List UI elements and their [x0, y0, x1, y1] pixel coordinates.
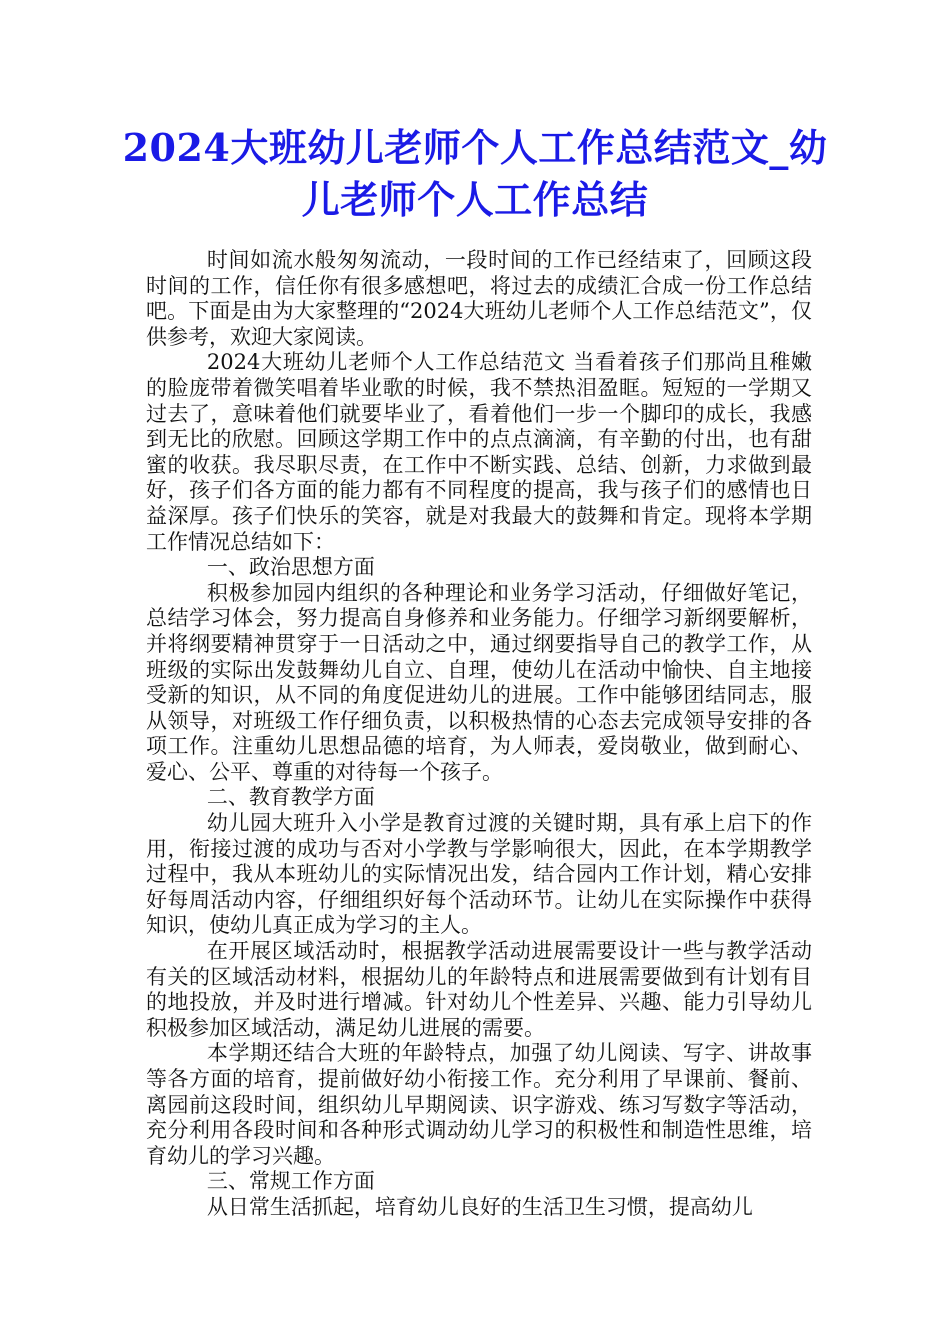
intro-paragraph: 时间如流水般匆匆流动，一段时间的工作已经结束了，回顾这段时间的工作，信任你有很多感想吧，将过去的成绩汇合成一份工作总结吧。下面是由为大家整理的“2024大班幼儿老师个人工作总结范文”，仅供参考，欢迎大家阅读。	[146, 248, 812, 349]
document-title: 2024大班幼儿老师个人工作总结范文_幼儿老师个人工作总结	[122, 125, 828, 222]
body-paragraph: 从日常生活抓起，培育幼儿良好的生活卫生习惯，提高幼儿	[206, 1194, 753, 1219]
section-heading: 一、政治思想方面	[206, 555, 375, 580]
document-body	[146, 248, 812, 1221]
body-paragraph: 幼儿园大班升入小学是教育过渡的关键时期，具有承上启下的作用，衔接过渡的成功与否对小学教与学影响很大，因此，在本学期教学过程中，我从本班幼儿的实际情况出发，结合园内工作计划，精心安排好每周活动内容，仔细组织好每个活动环节。让幼儿在实际操作中获得知识，使幼儿真正成为学习的主人。	[146, 811, 812, 938]
body-paragraph: 积极参加园内组织的各种理论和业务学习活动，仔细做好笔记，总结学习体会，努力提高自身修养和业务能力。仔细学习新纲要解析，并将纲要精神贯穿于一日活动之中，通过纲要指导自己的教学工作，从班级的实际出发鼓舞幼儿自立、自理，使幼儿在活动中愉快、自主地接受新的知识，从不同的角度促进幼儿的进展。工作中能够团结同志，服从领导，对班级工作仔细负责，以积极热情的心态去完成领导安排的各项工作。注重幼儿思想品德的培育，为人师表，爱岗敬业，做到耐心、爱心、公平、尊重的对待每一个孩子。	[146, 580, 812, 784]
body-paragraph: 本学期还结合大班的年龄特点，加强了幼儿阅读、写字、讲故事等各方面的培育，提前做好幼小衔接工作。充分利用了早课前、餐前、离园前这段时间，组织幼儿早期阅读、识字游戏、练习写数字等活动，充分利用各段时间和各种形式调动幼儿学习的积极性和制造性思维，培育幼儿的学习兴趣。	[146, 1041, 812, 1168]
body-paragraph: 在开展区域活动时，根据教学活动进展需要设计一些与教学活动有关的区域活动材料，根据幼儿的年龄特点和进展需要做到有计划有目的地投放，并及时进行增减。针对幼儿个性差异、兴趣、能力引导幼儿积极参加区域活动，满足幼儿进展的需要。	[146, 939, 812, 1040]
section-heading: 二、教育教学方面	[206, 785, 375, 810]
opening-paragraph: 2024大班幼儿老师个人工作总结范文 当看着孩子们那尚且稚嫩的脸庞带着微笑唱着毕业歌的时候，我不禁热泪盈眶。短短的一学期又过去了，意味着他们就要毕业了，看着他们一步一个脚印的成长，我感到无比的欣慰。回顾这学期工作中的点点滴滴，有辛勤的付出，也有甜蜜的收获。我尽职尽责，在工作中不断实践、总结、创新，力求做到最好，孩子们各方面的能力都有不同程度的提高，我与孩子们的感情也日益深厚。孩子们快乐的笑容，就是对我最大的鼓舞和肯定。现将本学期工作情况总结如下：	[146, 350, 812, 554]
section-heading: 三、常规工作方面	[206, 1169, 375, 1194]
